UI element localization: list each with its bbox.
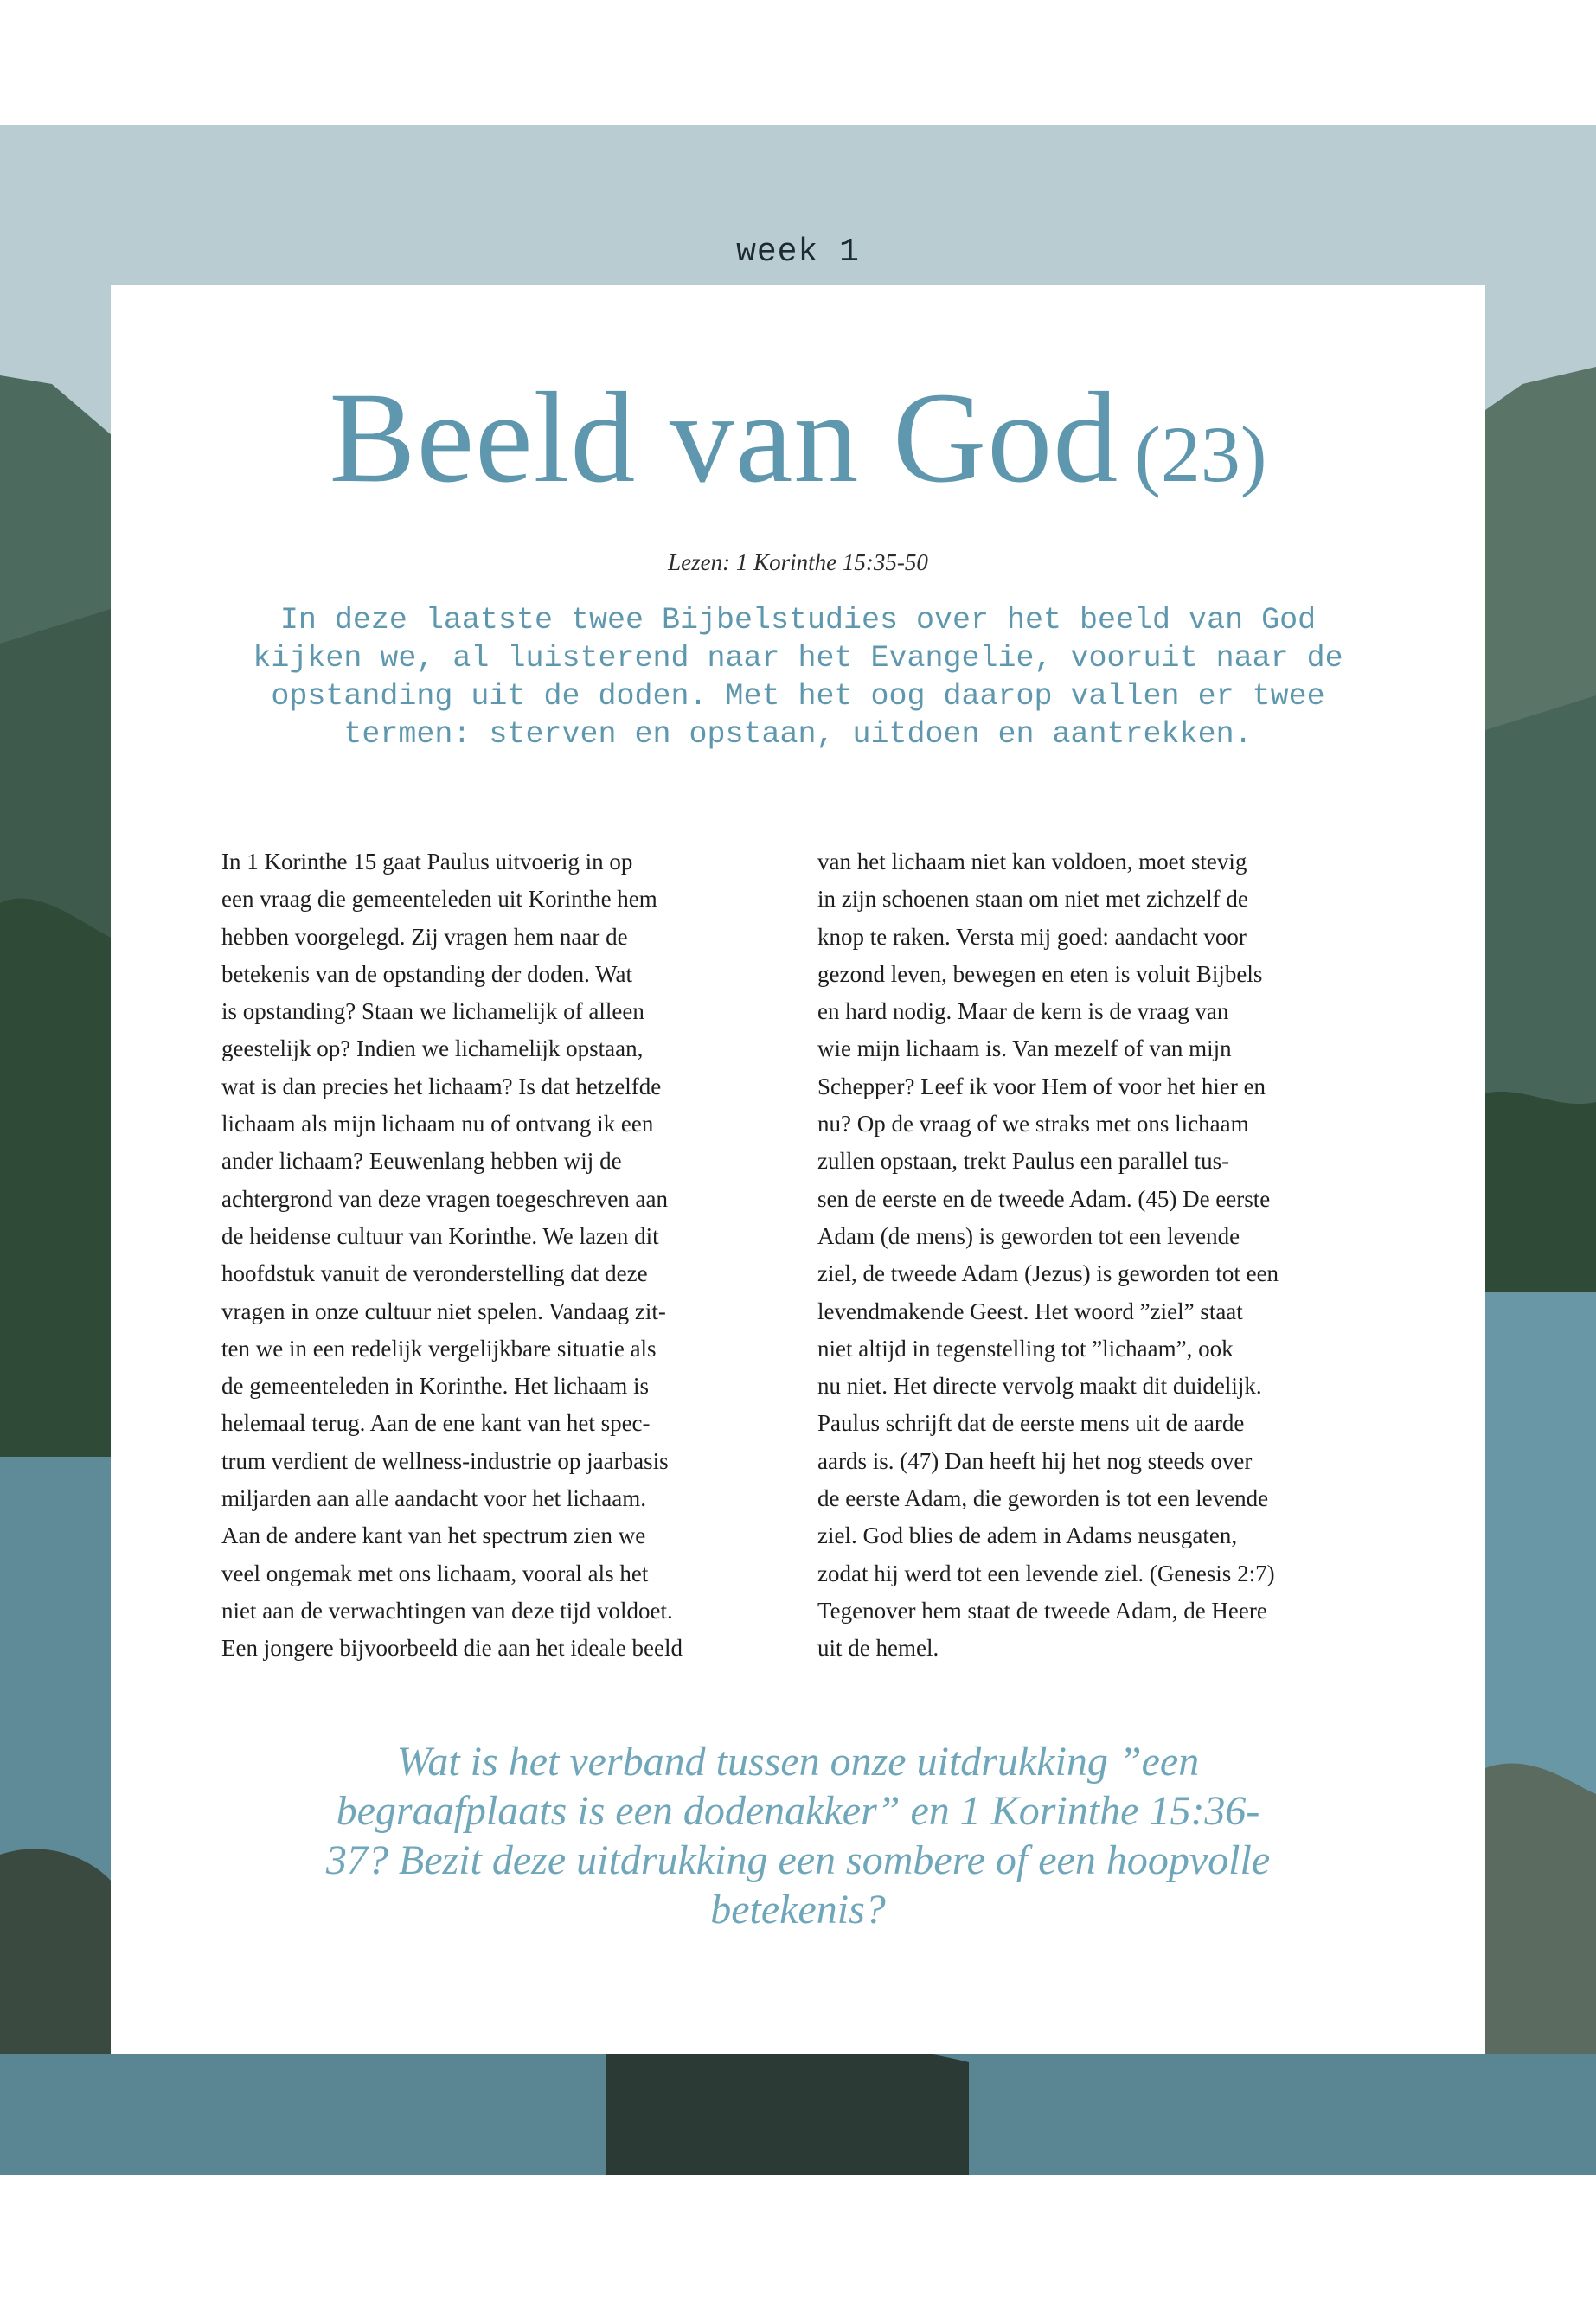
body-line: Paulus schrijft dat de eerste mens uit de aarde [817,1410,1245,1437]
body-line: In 1 Korinthe 15 gaat Paulus uitvoerig in op [221,849,633,875]
body-line: niet aan de verwachtingen van deze tijd voldoet. [221,1597,673,1624]
body-line: van het lichaam niet kan voldoen, moet stevig [817,849,1247,875]
body-line: in zijn schoenen staan om niet met zichzelf de [817,886,1248,913]
body-line: en hard nodig. Maar de kern is de vraag van [817,998,1229,1025]
question-line: begraafplaats is een dodenakker” en 1 Korinthe 15:36- [336,1788,1260,1834]
body-line: zodat hij werd tot een levende ziel. (Genesis 2:7) [817,1560,1275,1586]
week-label: week 1 [736,234,860,271]
body-line: Een jongere bijvoorbeeld die aan het ideale beeld [221,1635,683,1662]
question-line: Wat is het verband tussen onze uitdrukking ”een [396,1739,1200,1785]
article-card [111,285,1485,2054]
body-line: hoofdstuk vanuit de veronderstelling dat deze [221,1260,648,1287]
body-line: nu niet. Het directe vervolg maakt dit duidelijk. [817,1373,1262,1400]
body-line: betekenis van de opstanding der doden. Wat [221,960,632,987]
title-text: Beeld van God [329,366,1119,510]
body-line: wie mijn lichaam is. Van mezelf of van mijn [817,1035,1232,1062]
body-line: Aan de andere kant van het spectrum zien we [221,1522,646,1549]
body-line: wat is dan precies het lichaam? Is dat hetzelfde [221,1073,662,1099]
body-column-left [221,843,788,1668]
body-line: de heidense cultuur van Korinthe. We lazen dit [221,1222,659,1249]
body-line: Tegenover hem staat de tweede Adam, de Heere [817,1597,1267,1624]
intro-line: termen: sterven en opstaan, uitdoen en aantrekken. [343,717,1253,752]
question-line: 37? Bezit deze uitdrukking een sombere of een hoopvolle [325,1837,1271,1883]
body-line: is opstanding? Staan we lichamelijk of alleen [221,998,644,1025]
intro-line: kijken we, al luisterend naar het Evangelie, vooruit naar de [253,641,1343,676]
body-line: ander lichaam? Eeuwenlang hebben wij de [221,1148,622,1175]
body-line: uit de hemel. [817,1635,939,1662]
body-line: geestelijk op? Indien we lichamelijk opstaan, [221,1035,644,1062]
body-line: veel ongemak met ons lichaam, vooral als het [221,1560,649,1586]
body-line: ziel, de tweede Adam (Jezus) is geworden tot een [817,1260,1279,1287]
reading-reference: Lezen: 1 Korinthe 15:35-50 [668,549,928,575]
body-line: Schepper? Leef ik voor Hem of voor het hier en [817,1073,1266,1099]
body-line: knop te raken. Versta mij goed: aandacht voor [817,923,1247,950]
question-line: betekenis? [710,1887,886,1932]
discussion-question [266,1737,1330,1934]
body-line: achtergrond van deze vragen toegeschreven aan [221,1185,668,1212]
intro-paragraph [223,601,1373,753]
body-line: niet altijd in tegenstelling tot ”lichaam”, ook [817,1335,1234,1362]
page-title [111,363,1485,512]
body-line: trum verdient de wellness-industrie op jaarbasis [221,1447,669,1474]
title-number: (23) [1134,410,1267,498]
body-line: een vraag die gemeenteleden uit Korinthe hem [221,886,657,913]
body-line: helemaal terug. Aan de ene kant van het spec- [221,1410,651,1437]
body-line: aards is. (47) Dan heeft hij het nog steeds over [817,1447,1253,1474]
body-column-right [817,843,1384,1668]
body-line: gezond leven, bewegen en eten is voluit Bijbels [817,960,1263,987]
body-line: ziel. God blies de adem in Adams neusgaten, [817,1522,1238,1549]
intro-line: In deze laatste twee Bijbelstudies over het beeld van God [279,603,1317,638]
body-line: nu? Op de vraag of we straks met ons lichaam [817,1111,1249,1138]
body-line: de gemeenteleden in Korinthe. Het lichaam is [221,1373,650,1400]
intro-line: opstanding uit de doden. Met het oog daarop vallen er twee [271,679,1325,714]
body-line: zullen opstaan, trekt Paulus een parallel tus- [817,1148,1230,1175]
body-line: ten we in een redelijk vergelijkbare situatie als [221,1335,657,1362]
body-line: hebben voorgelegd. Zij vragen hem naar de [221,923,628,950]
body-line: levendmakende Geest. Het woord ”ziel” staat [817,1298,1243,1324]
body-line: lichaam als mijn lichaam nu of ontvang ik een [221,1111,654,1138]
body-line: sen de eerste en de tweede Adam. (45) De eerste [817,1185,1271,1212]
body-line: miljarden aan alle aandacht voor het lichaam. [221,1485,647,1512]
body-line: Adam (de mens) is geworden tot een levende [817,1222,1240,1249]
body-line: vragen in onze cultuur niet spelen. Vandaag zit- [221,1298,666,1324]
body-line: de eerste Adam, die geworden is tot een levende [817,1485,1269,1512]
